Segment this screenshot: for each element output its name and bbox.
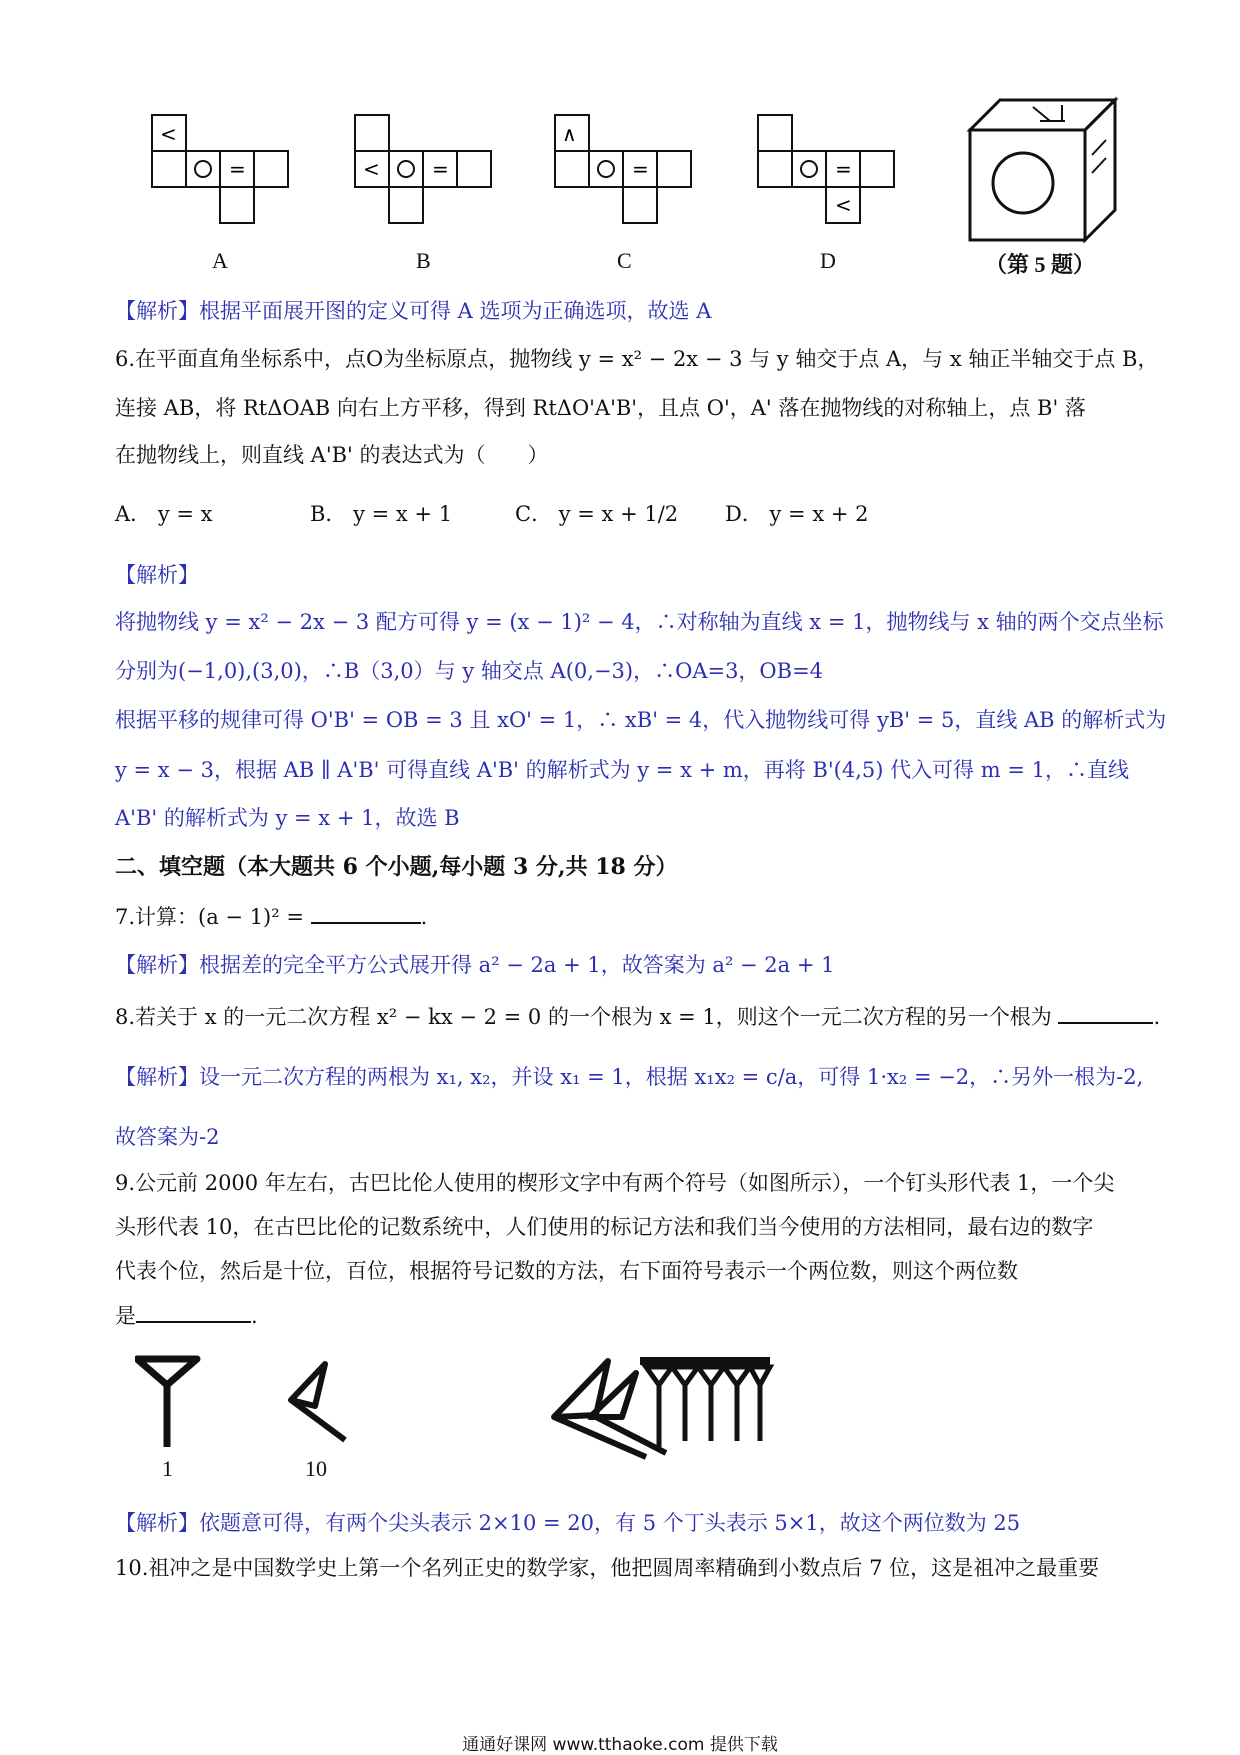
q9-line-3: 代表个位，然后是十位，百位，根据符号记数的方法，右下面符号表示一个两位数，则这个两位数 — [115, 1259, 1018, 1283]
q6-choice-b: B． y = x + 1 — [310, 502, 453, 526]
q7-answer-blank[interactable] — [311, 900, 421, 924]
q6-choice-d: D． y = x + 2 — [725, 502, 869, 526]
section-2-title: 二、填空题（本大题共 6 个小题,每小题 3 分,共 18 分） — [115, 854, 678, 880]
caption-c: C — [617, 248, 632, 273]
q6-analysis-label: 【解析】 — [115, 563, 199, 587]
svg-text:=: = — [432, 157, 449, 181]
caption-a: A — [212, 248, 228, 273]
q7-text: 7.计算：(a − 1)² = — [115, 905, 304, 929]
q6-choice-a: A． y = x — [115, 502, 213, 526]
svg-text:∧: ∧ — [562, 122, 577, 146]
svg-text:<: < — [363, 157, 380, 181]
svg-text:=: = — [229, 157, 246, 181]
q6-analysis-line-5: A'B' 的解析式为 y = x + 1，故选 B — [115, 806, 460, 830]
q8-end: . — [1153, 1005, 1161, 1029]
q6-choice-c: C． y = x + 1/2 — [515, 502, 679, 526]
q8-analysis-line-1: 【解析】设一元二次方程的两根为 x₁, x₂，并设 x₁ = 1，根据 x₁x₂ = c/a，可得 1·x₂ = −2，∴另外一根为-2, — [115, 1065, 1144, 1089]
q8-text: 8.若关于 x 的一元二次方程 x² − kx − 2 = 0 的一个根为 x = 1，则这个一元二次方程的另一个根为 — [115, 1005, 1052, 1029]
q9-analysis: 【解析】依题意可得，有两个尖头表示 2×10 = 20，有 5 个丁头表示 5×1，故这个两位数为 25 — [115, 1511, 1021, 1535]
q10-line-1: 10.祖冲之是中国数学史上第一个名列正史的数学家，他把圆周率精确到小数点后 7 位，这是祖冲之最重要 — [115, 1556, 1100, 1580]
caption-b: B — [416, 248, 431, 273]
q7-end: . — [420, 905, 428, 929]
q6-analysis-line-2: 分别为(−1,0),(3,0)，∴B（3,0）与 y 轴交点 A(0,−3)，∴OA=3，OB=4 — [115, 659, 824, 683]
svg-text:=: = — [835, 157, 852, 181]
q9-line-1: 9.公元前 2000 年左右，古巴比伦人使用的楔形文字中有两个符号（如图所示），一个钉头形代表 1，一个尖 — [115, 1171, 1115, 1195]
cube-figure — [970, 100, 1115, 240]
q9-end: . — [251, 1304, 258, 1328]
q9-line-2: 头形代表 10，在古巴比伦的记数系统中，人们使用的标记方法和我们当今使用的方法相同，最右边的数字 — [115, 1215, 1094, 1239]
label-one: 1 — [162, 1456, 173, 1481]
q9-last-text: 是 — [115, 1304, 136, 1328]
net-a — [152, 115, 288, 223]
q6-line-3: 在抛物线上，则直线 A'B' 的表达式为（ ） — [115, 443, 549, 467]
q9-line-4 — [115, 1299, 258, 1331]
cuneiform-ten-symbol — [285, 1360, 355, 1450]
label-ten: 10 — [305, 1456, 327, 1481]
q6-analysis-line-3: 根据平移的规律可得 O'B' = OB = 3 且 xO' = 1，∴ xB' = 4，代入抛物线可得 yB' = 5，直线 AB 的解析式为 — [115, 708, 1167, 732]
cuneiform-number-symbol — [548, 1355, 778, 1460]
svg-text:=: = — [632, 157, 649, 181]
svg-text:<: < — [835, 193, 852, 217]
q8-answer-blank[interactable] — [1058, 1000, 1153, 1024]
q8-question — [115, 1000, 1160, 1032]
cuneiform-one-symbol — [135, 1355, 205, 1450]
q5-analysis: 【解析】根据平面展开图的定义可得 A 选项为正确选项，故选 A — [115, 299, 712, 323]
q9-answer-blank[interactable] — [136, 1299, 251, 1323]
net-b — [355, 115, 491, 223]
net-c — [555, 115, 691, 223]
page-footer: 通通好课网 www.tthaoke.com 提供下载 — [462, 1735, 778, 1755]
net-d — [758, 115, 894, 223]
q6-line-2: 连接 AB，将 RtΔOAB 向右上方平移，得到 RtΔO'A'B'，且点 O'，A' 落在抛物线的对称轴上，点 B' 落 — [115, 396, 1086, 420]
q7-analysis: 【解析】根据差的完全平方公式展开得 a² − 2a + 1，故答案为 a² − 2a + 1 — [115, 953, 835, 977]
q7-question — [115, 900, 427, 932]
q6-analysis-line-1: 将抛物线 y = x² − 2x − 3 配方可得 y = (x − 1)² − 4，∴对称轴为直线 x = 1，抛物线与 x 轴的两个交点坐标 — [115, 610, 1164, 634]
q6-line-1: 6.在平面直角坐标系中，点O为坐标原点，抛物线 y = x² − 2x − 3 与 y 轴交于点 A，与 x 轴正半轴交于点 B， — [115, 347, 1159, 371]
caption-d: D — [820, 248, 836, 273]
caption-q5: （第 5 题） — [985, 252, 1096, 277]
q6-analysis-line-4: y = x − 3，根据 AB ∥ A'B' 可得直线 A'B' 的解析式为 y = x + m，再将 B'(4,5) 代入可得 m = 1，∴直线 — [115, 758, 1130, 782]
q8-analysis-line-2: 故答案为-2 — [115, 1125, 220, 1149]
net-a-lt: < — [160, 122, 177, 146]
